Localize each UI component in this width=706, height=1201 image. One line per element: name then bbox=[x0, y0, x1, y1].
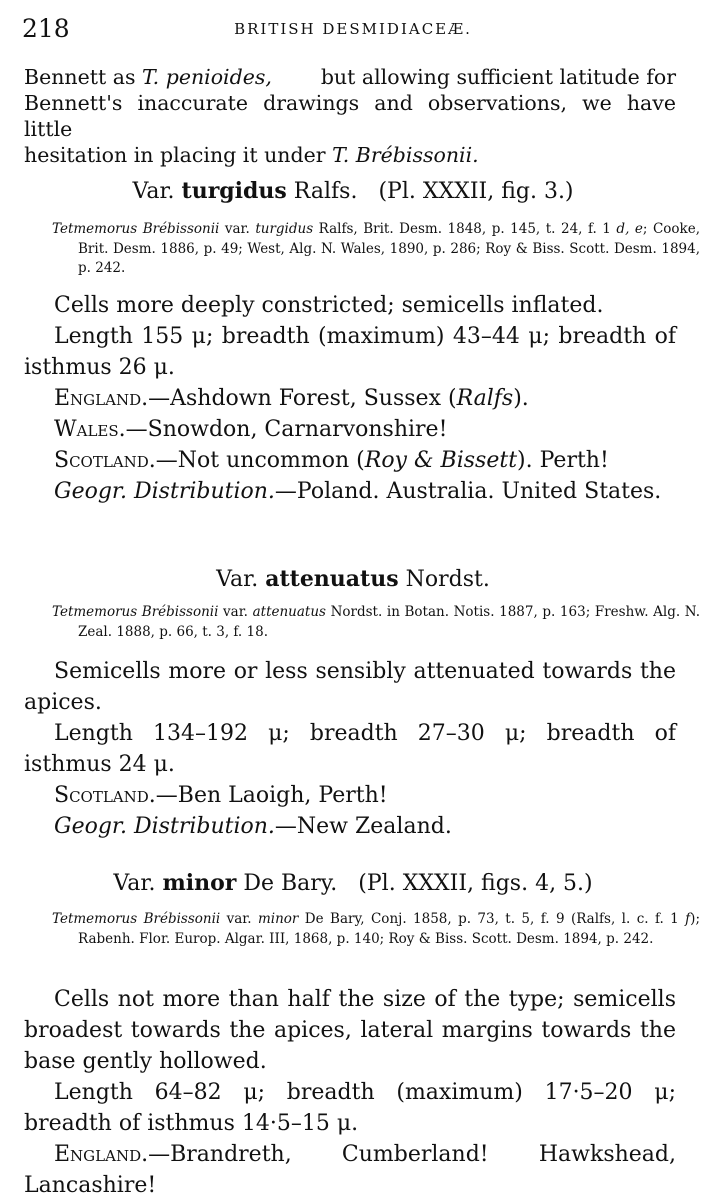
attenuatus-desc: Semicells more or less sensibly attenuated towards the apices. bbox=[24, 659, 676, 715]
turgidus-length: Length 155 μ; breadth (maximum) 43–44 μ; breadth of isthmus 26 μ. bbox=[24, 324, 676, 380]
attenuatus-length: Length 134–192 μ; breadth 27–30 μ; breadth of isthmus 24 μ. bbox=[24, 721, 676, 777]
running-title: BRITISH DESMIDIACEÆ. bbox=[234, 20, 472, 38]
attenuatus-scotland: Scotland.—Ben Laoigh, Perth! bbox=[54, 783, 388, 808]
var-attenuatus-heading: Var. attenuatus Nordst. bbox=[216, 566, 490, 592]
minor-england: England.—Brandreth, Cumberland! Hawkshead, Lancashire! bbox=[24, 1142, 676, 1198]
page-number: 218 bbox=[22, 14, 70, 43]
intro-line-1: Bennett as T. penioides, but allowing sufficient latitude for bbox=[24, 65, 676, 89]
minor-desc: Cells not more than half the size of the type; semicells broadest towards the apices, lateral margins towards the base gently hollowed. bbox=[24, 987, 676, 1074]
var-attenuatus-citation: Tetmemorus Brébissonii var. attenuatus Nordst. in Botan. Notis. 1887, p. 163; Freshw. Alg. N. Zeal. 1888, p. 66, t. 3, f. 18. bbox=[52, 604, 701, 640]
var-minor-heading: Var. minor De Bary. (Pl. XXXII, figs. 4, 5.) bbox=[113, 870, 593, 896]
var-turgidus-citation: Tetmemorus Brébissonii var. turgidus Ralfs, Brit. Desm. 1848, p. 145, t. 24, f. 1 d, e; Cooke, Brit. Desm. 1886, p. 49; West, Alg. N. Wales, 1890, p. 286; Roy & Biss. Scott. Desm. 1894, p. 242. bbox=[52, 221, 700, 276]
turgidus-england: England.—Ashdown Forest, Sussex (Ralfs). bbox=[54, 386, 529, 411]
attenuatus-geogr: Geogr. Distribution.—New Zealand. bbox=[54, 814, 452, 839]
turgidus-desc: Cells more deeply constricted; semicells inflated. bbox=[54, 293, 604, 318]
intro-paragraph bbox=[24, 64, 676, 168]
minor-length: Length 64–82 μ; breadth (maximum) 17·5–20 μ; breadth of isthmus 14·5–15 μ. bbox=[24, 1080, 676, 1136]
intro-line-3: hesitation in placing it under T. Brébissonii. bbox=[24, 143, 479, 167]
var-attenuatus-description bbox=[24, 656, 676, 842]
turgidus-scotland: Scotland.—Not uncommon (Roy & Bissett). Perth! bbox=[54, 448, 609, 473]
turgidus-wales: Wales.—Snowdon, Carnarvonshire! bbox=[54, 417, 448, 442]
var-minor-description bbox=[24, 984, 676, 1201]
var-turgidus-description bbox=[24, 290, 676, 507]
turgidus-geogr: Geogr. Distribution.—Poland. Australia. United States. bbox=[54, 479, 662, 504]
var-minor-citation: Tetmemorus Brébissonii var. minor De Bary, Conj. 1858, p. 73, t. 5, f. 9 (Ralfs, l. c. f. 1 f); Rabenh. Flor. Europ. Algar. III, 1868, p. 140; Roy & Biss. Scott. Desm. 1894, p. 242. bbox=[52, 911, 700, 947]
var-turgidus-heading: Var. turgidus Ralfs. (Pl. XXXII, fig. 3.) bbox=[132, 178, 574, 204]
intro-line-2: Bennett's inaccurate drawings and observations, we have little bbox=[24, 91, 676, 141]
